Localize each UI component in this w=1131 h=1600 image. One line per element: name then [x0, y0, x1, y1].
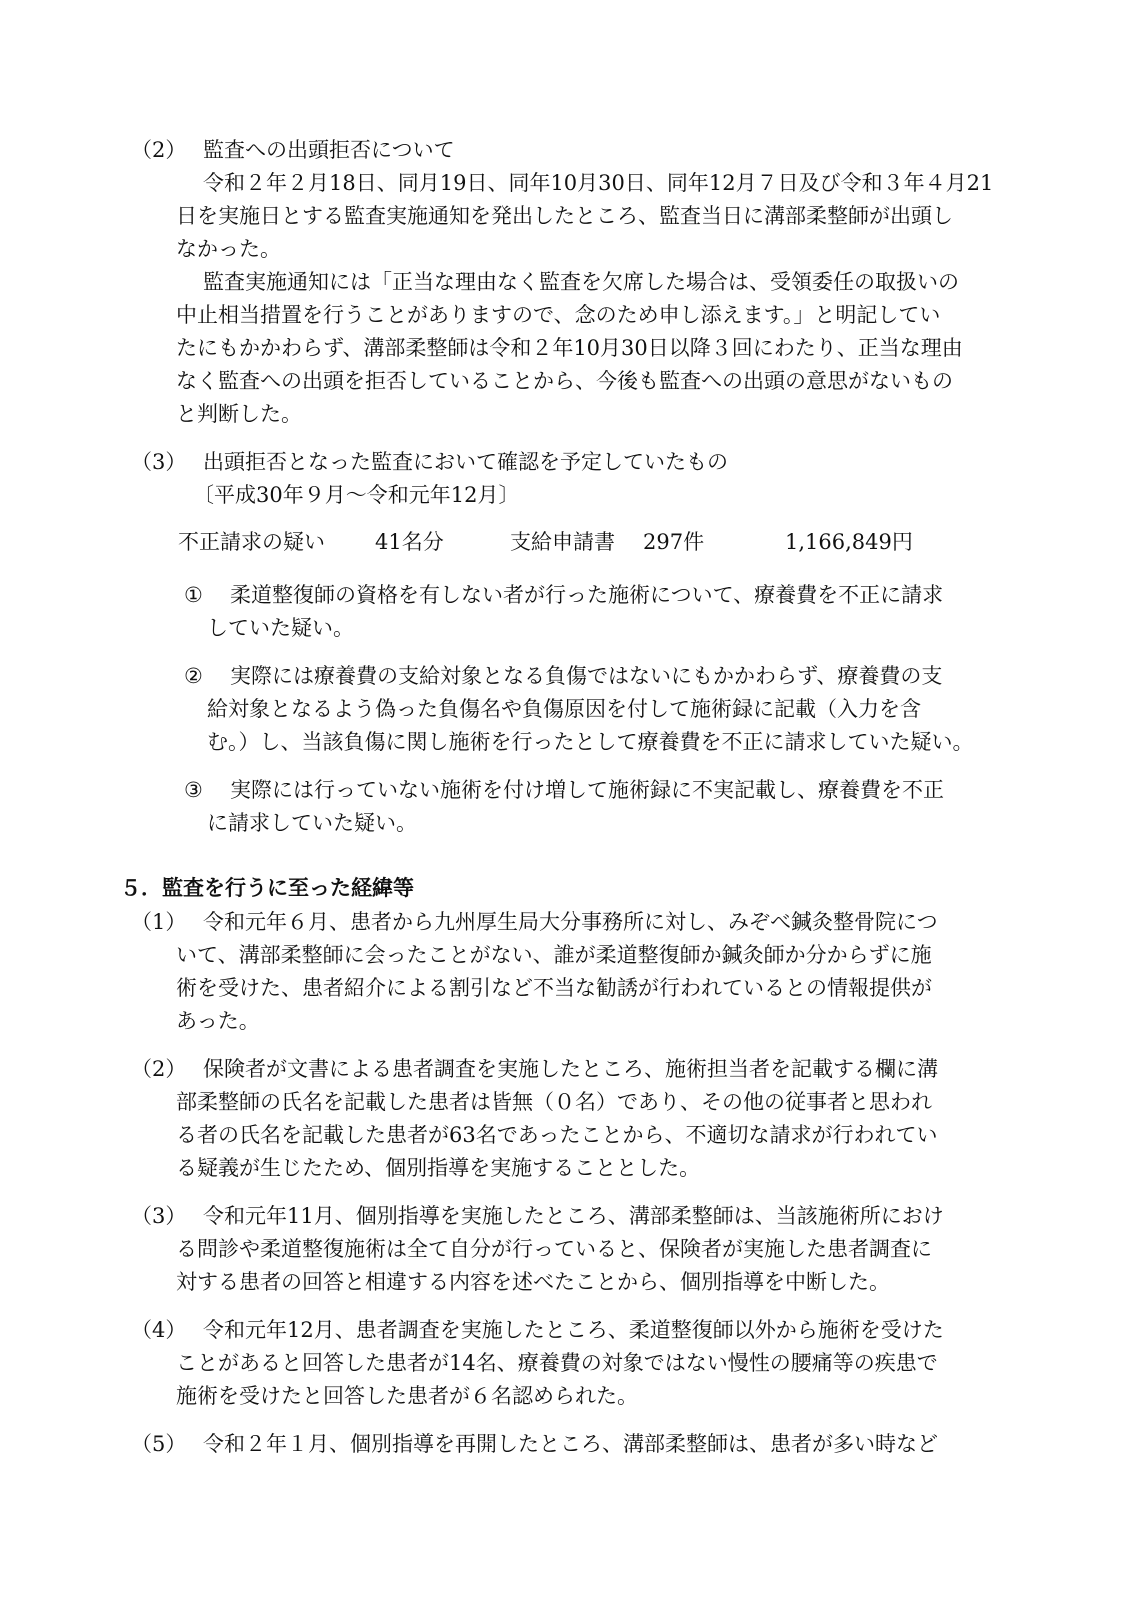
paragraph-line: なく監査への出頭を拒否していることから、今後も監査への出頭の意思がないもの	[176, 369, 953, 393]
paragraph-line: 令和元年12月、患者調査を実施したところ、柔道整復師以外から施術を受けた	[203, 1318, 944, 1342]
paragraph-line: ことがあると回答した患者が14名、療養費の対象ではない慢性の腰痛等の疾患で	[176, 1351, 938, 1375]
list-item-line: に請求していた疑い。	[207, 811, 417, 835]
paragraph-line: 令和２年２月18日、同月19日、同年10月30日、同年12月７日及び令和３年４月21	[203, 171, 994, 195]
section-heading: ５．監査を行うに至った経緯等	[120, 876, 414, 900]
paragraph-line: る者の氏名を記載した患者が63名であったことから、不適切な請求が行われてい	[176, 1123, 938, 1147]
item-number: （2）	[131, 138, 187, 162]
summary-amount: 1,166,849円	[785, 530, 913, 554]
item-heading: 出頭拒否となった監査において確認を予定していたもの	[203, 450, 728, 474]
paragraph-line: 部柔整師の氏名を記載した患者は皆無（０名）であり、その他の従事者と思われ	[176, 1090, 932, 1114]
period-text: 〔平成30年９月～令和元年12月〕	[193, 483, 520, 507]
paragraph-line: たにもかかわらず、溝部柔整師は令和２年10月30日以降３回にわたり、正当な理由	[176, 336, 963, 360]
paragraph-line: 令和元年11月、個別指導を実施したところ、溝部柔整師は、当該施術所におけ	[203, 1204, 944, 1228]
paragraph-line: 監査実施通知には「正当な理由なく監査を欠席した場合は、受領委任の取扱いの	[203, 270, 959, 294]
paragraph-line: る問診や柔道整復施術は全て自分が行っていると、保険者が実施した患者調査に	[176, 1237, 932, 1261]
item-number: （1）	[131, 910, 187, 934]
paragraph-line: 中止相当措置を行うことがありますので、念のため申し添えます。」と明記してい	[176, 303, 941, 327]
summary-doc-count: 297件	[643, 530, 705, 554]
paragraph-line: る疑義が生じたため、個別指導を実施することとした。	[176, 1156, 701, 1180]
list-item-line: 給対象となるよう偽った負傷名や負傷原因を付して施術録に記載（入力を含	[207, 697, 921, 721]
item-number: （3）	[131, 450, 187, 474]
list-item-line: 柔道整復師の資格を有しない者が行った施術について、療養費を不正に請求	[230, 583, 944, 607]
paragraph-line: 対する患者の回答と相違する内容を述べたことから、個別指導を中断した。	[176, 1270, 890, 1294]
paragraph-line: 保険者が文書による患者調査を実施したところ、施術担当者を記載する欄に溝	[203, 1057, 938, 1081]
summary-label: 不正請求の疑い	[178, 530, 325, 554]
list-item-line: む。）し、当該負傷に関し施術を行ったとして療養費を不正に請求していた疑い。	[207, 730, 974, 754]
list-item-line: 実際には療養費の支給対象となる負傷ではないにもかかわらず、療養費の支	[230, 664, 943, 688]
paragraph-line: 令和２年１月、個別指導を再開したところ、溝部柔整師は、患者が多い時など	[203, 1432, 938, 1456]
item-heading: 監査への出頭拒否について	[203, 138, 455, 162]
item-number: （2）	[131, 1057, 187, 1081]
paragraph-line: 令和元年６月、患者から九州厚生局大分事務所に対し、みぞべ鍼灸整骨院につ	[203, 910, 938, 934]
list-marker: ③	[184, 778, 203, 802]
list-item-line: していた疑い。	[207, 616, 354, 640]
item-number: （5）	[131, 1432, 187, 1456]
list-marker: ②	[184, 664, 203, 688]
list-item-line: 実際には行っていない施術を付け増して施術録に不実記載し、療養費を不正	[230, 778, 944, 802]
paragraph-line: 日を実施日とする監査実施通知を発出したところ、監査当日に溝部柔整師が出頭し	[176, 204, 953, 228]
paragraph-line: なかった。	[176, 237, 281, 261]
paragraph-line: いて、溝部柔整師に会ったことがない、誰が柔道整復師か鍼灸師か分からずに施	[176, 943, 932, 967]
summary-doc-label: 支給申請書	[510, 530, 615, 554]
item-number: （4）	[131, 1318, 187, 1342]
paragraph-line: 術を受けた、患者紹介による割引など不当な勧誘が行われているとの情報提供が	[176, 976, 932, 1000]
item-number: （3）	[131, 1204, 187, 1228]
paragraph-line: と判断した。	[176, 402, 302, 426]
summary-persons: 41名分	[375, 530, 444, 554]
paragraph-line: あった。	[176, 1009, 260, 1033]
paragraph-line: 施術を受けたと回答した患者が６名認められた。	[176, 1384, 638, 1408]
list-marker: ①	[184, 583, 203, 607]
